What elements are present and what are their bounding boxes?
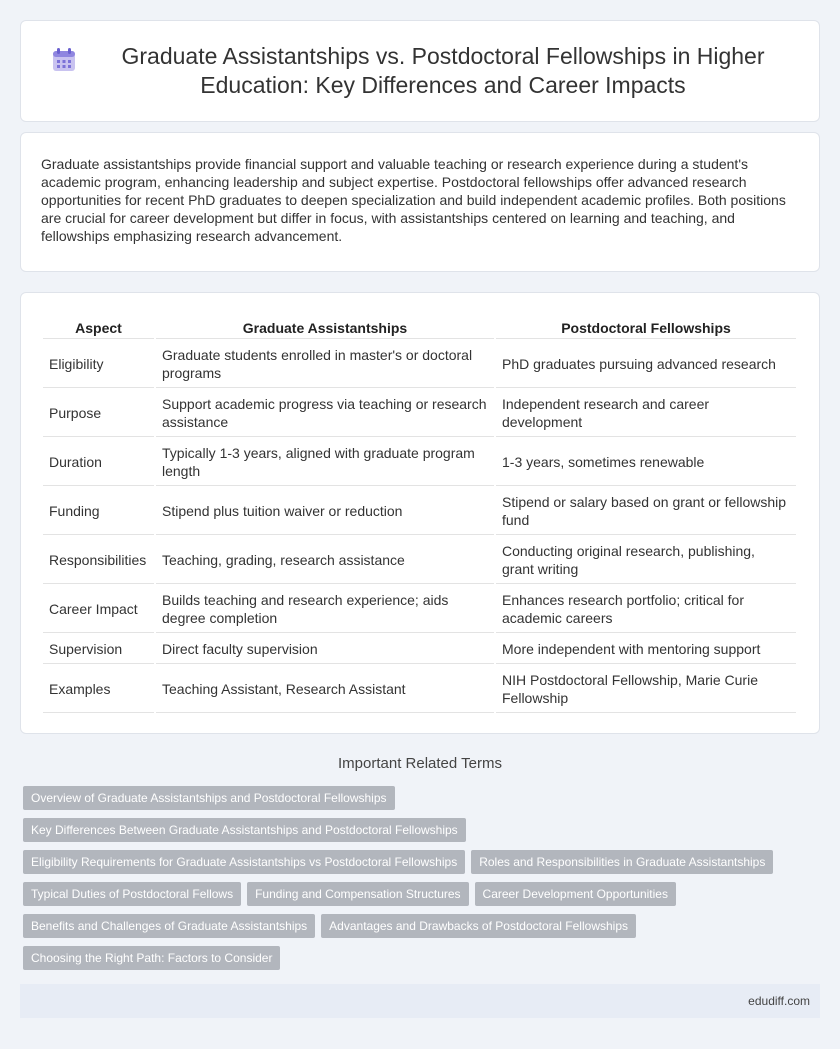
related-term-tag[interactable]: Key Differences Between Graduate Assistantships and Postdoctoral Fellowships [23,818,466,842]
table-cell: Enhances research portfolio; critical for academic careers [496,586,796,633]
related-term-tag[interactable]: Choosing the Right Path: Factors to Consider [23,946,280,970]
table-cell: Direct faculty supervision [156,635,494,664]
header-graduate-assistantships: Graduate Assistantships [156,315,494,339]
related-terms-title: Important Related Terms [338,755,502,772]
related-term-tag[interactable]: Career Development Opportunities [475,882,676,906]
table-cell: Independent research and career development [496,390,796,437]
related-term-tag[interactable]: Overview of Graduate Assistantships and Postdoctoral Fellowships [23,786,395,810]
comparison-table [41,313,798,715]
table-cell: Responsibilities [43,537,154,584]
table-cell: Supervision [43,635,154,664]
header-card [20,20,820,122]
table-header-row [43,315,796,339]
table-cell: NIH Postdoctoral Fellowship, Marie Curie Fellowship [496,666,796,713]
table-cell: 1-3 years, sometimes renewable [496,439,796,486]
table-cell: Funding [43,488,154,535]
table-cell: Teaching Assistant, Research Assistant [156,666,494,713]
table-row [43,537,796,584]
table-cell: Graduate students enrolled in master's or doctoral programs [156,341,494,388]
related-term-tag[interactable]: Benefits and Challenges of Graduate Assistantships [23,914,315,938]
table-cell: Stipend or salary based on grant or fellowship fund [496,488,796,535]
table-cell: Career Impact [43,586,154,633]
header-aspect: Aspect [43,315,154,339]
table-cell: Teaching, grading, research assistance [156,537,494,584]
comparison-card [20,292,820,734]
related-term-tag[interactable]: Eligibility Requirements for Graduate Assistantships vs Postdoctoral Fellowships [23,850,465,874]
calendar-icon [51,47,77,73]
header-postdoctoral-fellowships: Postdoctoral Fellowships [496,315,796,339]
footer [20,984,820,1018]
table-row [43,488,796,535]
table-row [43,666,796,713]
related-term-tag[interactable]: Funding and Compensation Structures [247,882,468,906]
related-term-tag[interactable]: Roles and Responsibilities in Graduate Assistantships [471,850,773,874]
page-title: Graduate Assistantships vs. Postdoctoral Fellowships in Higher Education: Key Differences and Career Impacts [121,43,765,98]
related-term-tag[interactable]: Typical Duties of Postdoctoral Fellows [23,882,241,906]
table-cell: Conducting original research, publishing, grant writing [496,537,796,584]
table-cell: Duration [43,439,154,486]
table-cell: Support academic progress via teaching or research assistance [156,390,494,437]
table-cell: Builds teaching and research experience; aids degree completion [156,586,494,633]
intro-paragraph: Graduate assistantships provide financial support and valuable teaching or research experience during a student's academic program, enhancing leadership and subject expertise. Postdoctoral fellowships offer advanced research opportunities for recent PhD graduates to deepen specialization and build independent academic profiles. Both positions are crucial for career development but differ in focus, with assistantships centered on learning and teaching, and fellowships emphasizing research advancement. [41,156,786,244]
table-cell: Purpose [43,390,154,437]
related-terms-section [0,755,840,978]
table-row [43,439,796,486]
footer-site-link[interactable]: edudiff.com [748,994,810,1008]
table-cell: Eligibility [43,341,154,388]
related-terms-tags [20,786,800,978]
table-row [43,586,796,633]
table-cell: Examples [43,666,154,713]
table-row [43,635,796,664]
table-row [43,341,796,388]
table-row [43,390,796,437]
table-cell: PhD graduates pursuing advanced research [496,341,796,388]
table-cell: More independent with mentoring support [496,635,796,664]
table-cell: Typically 1-3 years, aligned with graduate program length [156,439,494,486]
table-cell: Stipend plus tuition waiver or reduction [156,488,494,535]
related-term-tag[interactable]: Advantages and Drawbacks of Postdoctoral Fellowships [321,914,636,938]
intro-card [20,132,820,272]
